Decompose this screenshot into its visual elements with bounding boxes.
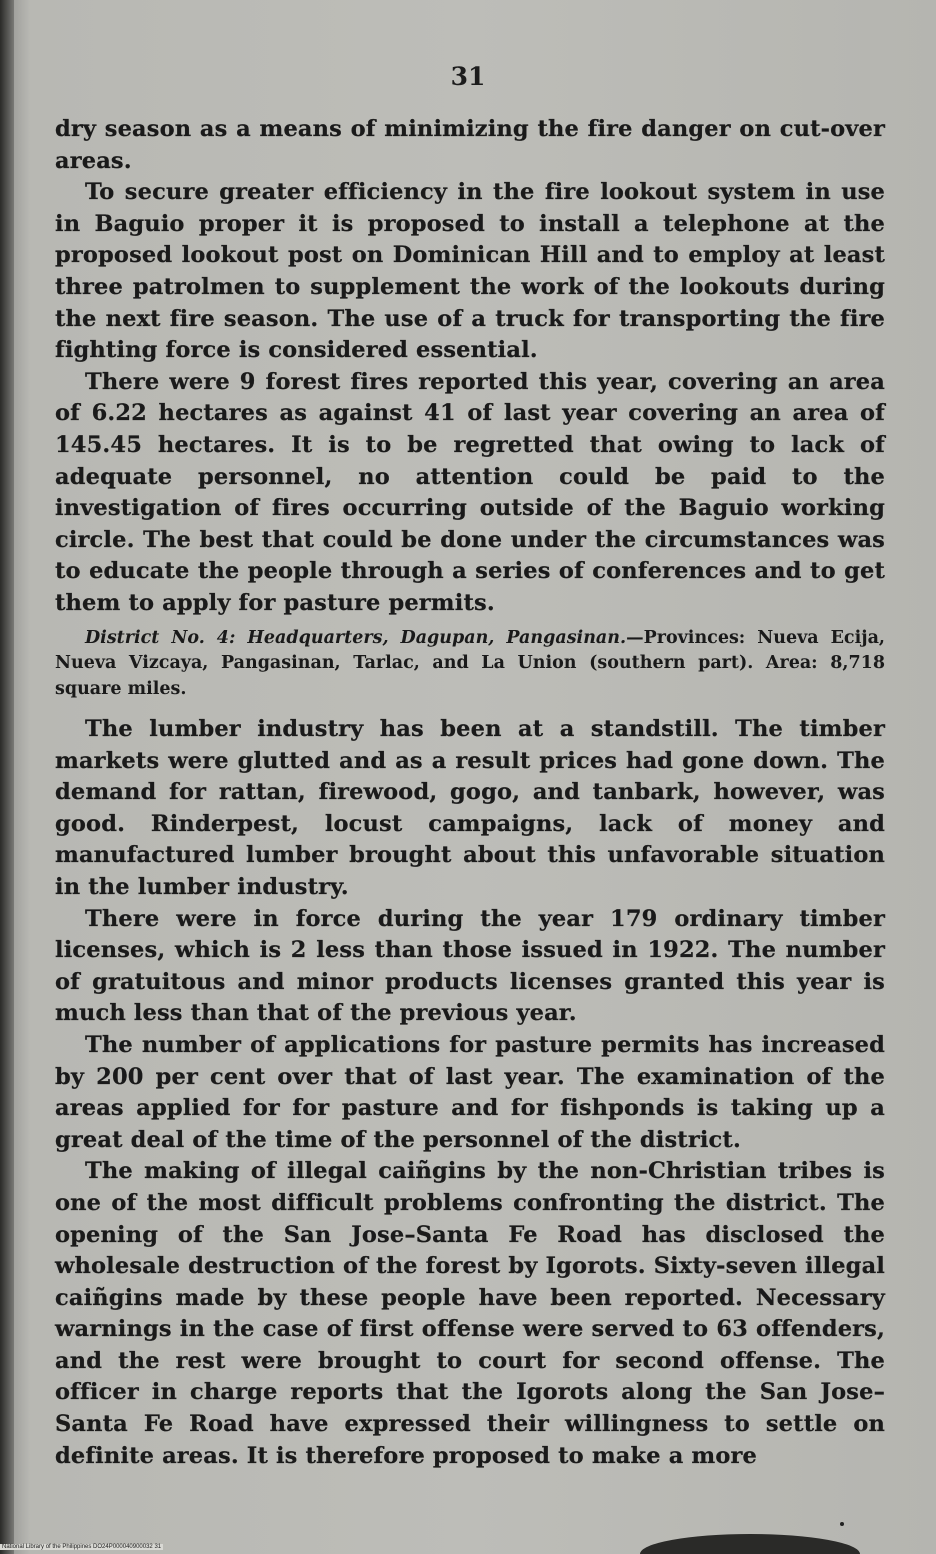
district-header — [55, 626, 885, 703]
paragraph-5: There were in force during the year 179 ordinary timber licenses, which is 2 less than those issued in 1922. The number of gratuitous and minor products licenses granted this year is much less than that of the previous year. — [55, 905, 885, 1027]
body-text — [55, 114, 885, 1472]
paragraph-2: To secure greater efficiency in the fire lookout system in use in Baguio proper it is proposed to install a telephone at the proposed lookout post on Dominican Hill and to employ at least three patrolmen to supplement the work of the lookouts during the next fire season. The use of a truck for transporting the fire fighting force is considered essential. — [55, 179, 885, 364]
paragraph-6: The number of applications for pasture permits has increased by 200 per cent over that of last year. The examination of the areas applied for for pasture and for fishponds is taking up a great deal of the time of the personnel of the district. — [55, 1031, 885, 1153]
book-spine-shadow — [0, 0, 14, 1554]
district-details: —Provinces: Nueva Ecija, Nueva Vizcaya, Pangasinan, Tarlac, and La Union (southern part). Area: 8,718 square miles. — [55, 627, 885, 699]
page-number: 31 — [450, 62, 486, 91]
scan-caption: National Library of the Philippines DO24P000040900032 31 — [2, 1544, 162, 1550]
paragraph-7: The making of illegal caiñgins by the non-Christian tribes is one of the most difficult problems confronting the district. The opening of the San Jose–Santa Fe Road has disclosed the wholesale destruction of the forest by Igorots. Sixty-seven illegal caiñgins made by these people have been reported. Necessary warnings in the case of first offense were served to 63 offenders, and the rest were brought to court for second offense. The officer in charge reports that the Igorots along the San Jose–Santa Fe Road have expressed their willingness to settle on definite areas. It is therefore proposed to make a more — [55, 1158, 885, 1469]
thumb-shadow — [640, 1534, 860, 1554]
paragraph-3: There were 9 forest fires reported this year, covering an area of 6.22 hectares as against 41 of last year covering an area of 145.45 hectares. It is to be regretted that owing to lack of adequate personnel, no attention could be paid to the investigation of fires occurring outside of the Baguio working circle. The best that could be done under the circumstances was to educate the people through a series of conferences and to get them to apply for pasture permits. — [55, 368, 885, 616]
paragraph-1: dry season as a means of minimizing the fire danger on cut-over areas. — [55, 116, 885, 174]
paragraph-4: The lumber industry has been at a standstill. The timber markets were glutted and as a result prices had gone down. The demand for rattan, firewood, gogo, and tanbark, however, was good. Rinderpest, locust campaigns, lack of money and manufactured lumber brought about this unfavorable situation in the lumber industry. — [55, 716, 885, 900]
ink-speck — [840, 1522, 844, 1526]
district-title: District No. 4: Headquarters, Dagupan, Pangasinan. — [85, 627, 627, 648]
